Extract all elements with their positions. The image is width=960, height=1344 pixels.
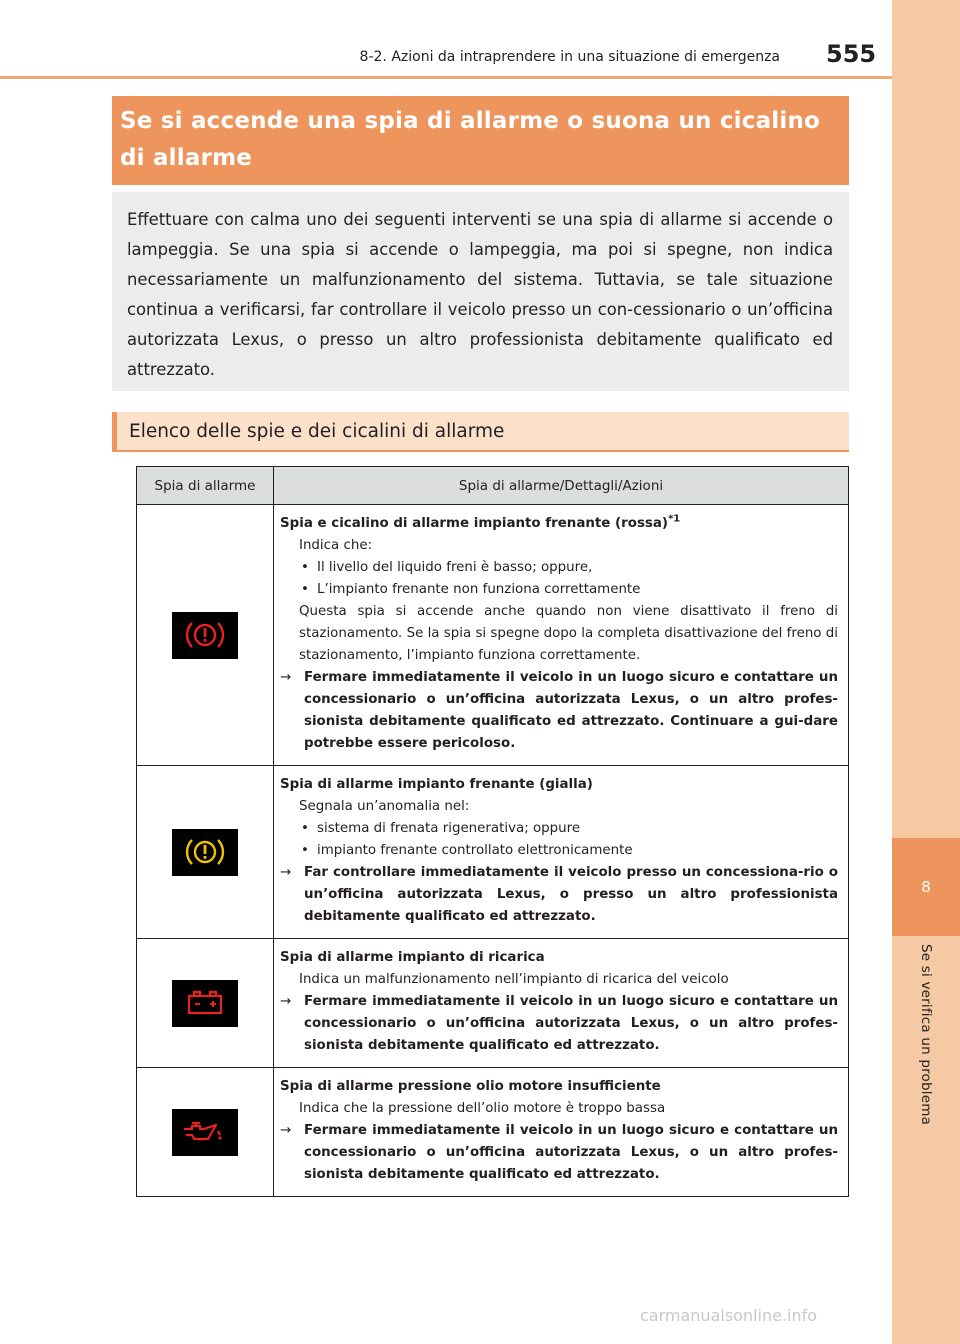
section-reference: 8-2. Azioni da intraprendere in una situazione di emergenza — [359, 49, 780, 65]
chapter-title: Se si verifica un problema — [918, 944, 934, 1126]
watermark: carmanualsonline.info — [640, 1306, 818, 1325]
row-action: → Fermare immediatamente il veicolo in un luogo sicuro e contattare un concessionario o un’officina autorizzata Lexus, o un altro profes-sionista debitamente qualificato ed attrezzato. — [280, 1120, 838, 1186]
table-header-row — [137, 467, 849, 505]
bullet-list — [280, 818, 838, 862]
row-action: → Fermare immediatamente il veicolo in un luogo sicuro e contattare un concessionario o un’officina autorizzata Lexus, o un altro profes-sionista debitamente qualificato ed attrezzato. Continuare a gui-dare potrebbe essere pericoloso. — [280, 667, 838, 755]
table-row — [137, 766, 849, 939]
row-lead: Indica un malfunzionamento nell’impianto di ricarica del veicolo — [299, 972, 729, 987]
title-banner — [112, 96, 849, 185]
brake-warning-icon — [172, 612, 238, 659]
table-row — [137, 939, 849, 1068]
details-cell — [274, 939, 849, 1068]
row-lead: Segnala un’anomalia nel: — [299, 799, 470, 814]
list-item: • impianto frenante controllato elettronicamente — [299, 840, 838, 862]
row-lead: Indica che: — [299, 538, 373, 553]
row-lead: Indica che la pressione dell’olio motore è troppo bassa — [299, 1101, 666, 1116]
table-row — [137, 1068, 849, 1197]
icon-cell — [137, 766, 274, 939]
header-divider — [0, 76, 892, 79]
list-item: • sistema di frenata rigenerativa; oppure — [299, 818, 838, 840]
details-cell — [274, 1068, 849, 1197]
chapter-title-tab — [892, 944, 960, 1154]
row-title: Spia e cicalino di allarme impianto frenante (rossa)$^{*1}$ — [280, 513, 681, 531]
arrow-icon: → — [280, 865, 292, 880]
row-title: Spia di allarme impianto di ricarica — [280, 950, 545, 965]
list-item: • Il livello del liquido freni è basso; oppure, — [299, 557, 838, 579]
icon-cell — [137, 939, 274, 1068]
arrow-icon: → — [280, 1123, 292, 1138]
page-number: 555 — [826, 40, 877, 68]
row-title: Spia di allarme impianto frenante (gialla) — [280, 777, 593, 792]
warning-lights-table — [136, 466, 849, 1197]
footnote-mark: *1 — [668, 513, 681, 525]
intro-box — [112, 192, 849, 391]
table-row — [137, 505, 849, 766]
header-details: Spia di allarme/Dettagli/Azioni — [274, 467, 849, 505]
row-action: → Far controllare immediatamente il veicolo presso un concessiona-rio o un’officina autorizzata Lexus, o presso un altro professionista debitamente qualificato ed attrezzato. — [280, 862, 838, 928]
row-title: Spia di allarme pressione olio motore insufficiente — [280, 1079, 661, 1094]
header-warning-light: Spia di allarme — [137, 467, 274, 505]
details-cell — [274, 505, 849, 766]
row-extra-note: Questa spia si accende anche quando non viene disattivato il freno di stazionamento. Se la spia si spegne dopo la completa disattivazione del freno di stazionamento, l’impianto funziona correttamente. — [299, 604, 838, 663]
details-cell — [274, 766, 849, 939]
section-heading — [112, 412, 849, 452]
section-heading-text: Elenco delle spie e dei cicalini di allarme — [129, 420, 505, 442]
row-action: → Fermare immediatamente il veicolo in un luogo sicuro e contattare un concessionario o un’officina autorizzata Lexus, o un altro profes-sionista debitamente qualificato ed attrezzato. — [280, 991, 838, 1057]
list-item: • L’impianto frenante non funziona correttamente — [299, 579, 838, 601]
icon-cell — [137, 505, 274, 766]
bullet-list — [280, 557, 838, 601]
arrow-icon: → — [280, 994, 292, 1009]
icon-cell — [137, 1068, 274, 1197]
battery-icon — [172, 980, 238, 1027]
intro-text: Effettuare con calma uno dei seguenti interventi se una spia di allarme si accende o lampeggia. Se una spia si accende o lampeggia, ma poi si spegne, non indica necessariamente un malfunzionamento del sistema. Tuttavia, se tale situazione continua a verificarsi, far controllare il veicolo presso un con-cessionario o un’officina autorizzata Lexus, o presso un altro professionista debitamente qualificato ed attrezzato. — [127, 210, 833, 379]
oil-pressure-icon — [172, 1109, 238, 1156]
chapter-number-tab[interactable]: 8 — [892, 838, 960, 936]
page-title: Se si accende una spia di allarme o suona un cicalino di allarme — [120, 108, 821, 171]
brake-system-icon — [172, 829, 238, 876]
arrow-icon: → — [280, 670, 292, 685]
